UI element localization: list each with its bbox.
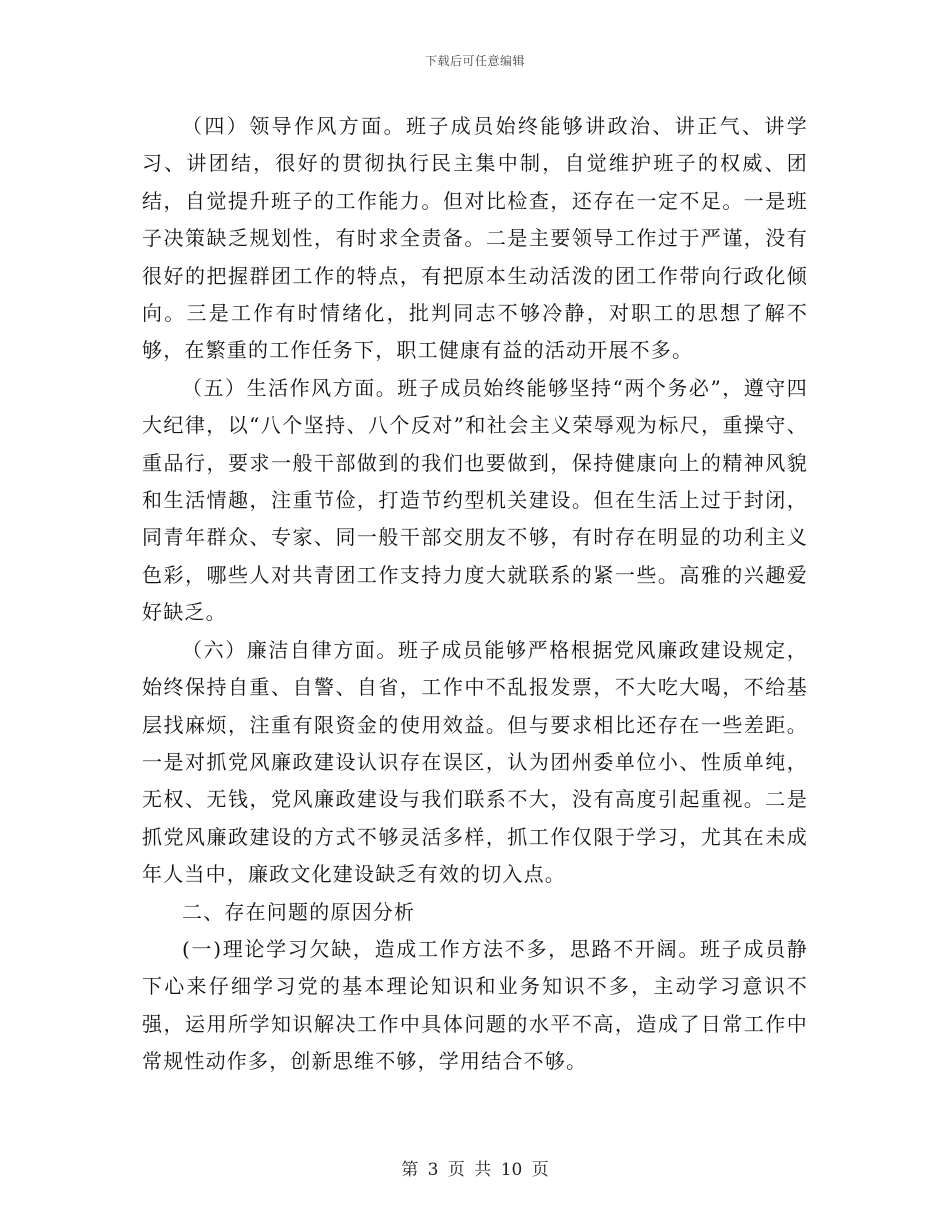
section-heading-cause-analysis: 二、存在问题的原因分析 (182, 899, 416, 924)
paragraph-leadership-style: （四）领导作风方面。班子成员始终能够讲政治、讲正气、讲学习、讲团结，很好的贯彻执行民主集中制，自觉维护班子的权威、团结，自觉提升班子的工作能力。但对比检查，还存在一定不足。一是班子决策缺乏规划性，有时求全责备。二是主要领导工作过于严谨，没有很好的把握群团工作的特点，有把原本生动活泼的团工作带向行政化倾向。三是工作有时情绪化，批判同志不够冷静，对职工的思想了解不够，在繁重的工作任务下，职工健康有益的活动开展不多。 (142, 114, 808, 363)
page-number-footer: 第 3 页 共 10 页 (401, 1160, 549, 1180)
paragraph-theory-study: (一)理论学习欠缺，造成工作方法不多，思路不开阔。班子成员静下心来仔细学习党的基本理论知识和业务知识不多，主动学习意识不强，运用所学知识解决工作中具体问题的水平不高，造成了日常工作中常规性动作多，创新思维不够，学用结合不够。 (142, 936, 808, 1074)
paragraph-integrity: （六）廉洁自律方面。班子成员能够严格根据党风廉政建设规定，始终保持自重、自警、自省，工作中不乱报发票，不大吃大喝，不给基层找麻烦，注重有限资金的使用效益。但与要求相比还存在一些差距。一是对抓党风廉政建设认识存在误区，认为团州委单位小、性质单纯，无权、无钱，党风廉政建设与我们联系不大，没有高度引起重视。二是抓党风廉政建设的方式不够灵活多样，抓工作仅限于学习，尤其在未成年人当中，廉政文化建设缺乏有效的切入点。 (142, 637, 808, 887)
document-body (142, 108, 808, 1081)
page-header-note: 下载后可任意编辑 (424, 54, 525, 68)
paragraph-life-style: （五）生活作风方面。班子成员始终能够坚持“两个务必”，遵守四大纪律，以“八个坚持、八个反对”和社会主义荣辱观为标尺，重操守、重品行，要求一般干部做到的我们也要做到，保持健康向上的精神风貌和生活情趣，注重节俭，打造节约型机关建设。但在生活上过于封闭，同青年群众、专家、同一般干部交朋友不够，有时存在明显的功利主义色彩，哪些人对共青团工作支持力度大就联系的紧一些。高雅的兴趣爱好缺乏。 (142, 375, 808, 625)
